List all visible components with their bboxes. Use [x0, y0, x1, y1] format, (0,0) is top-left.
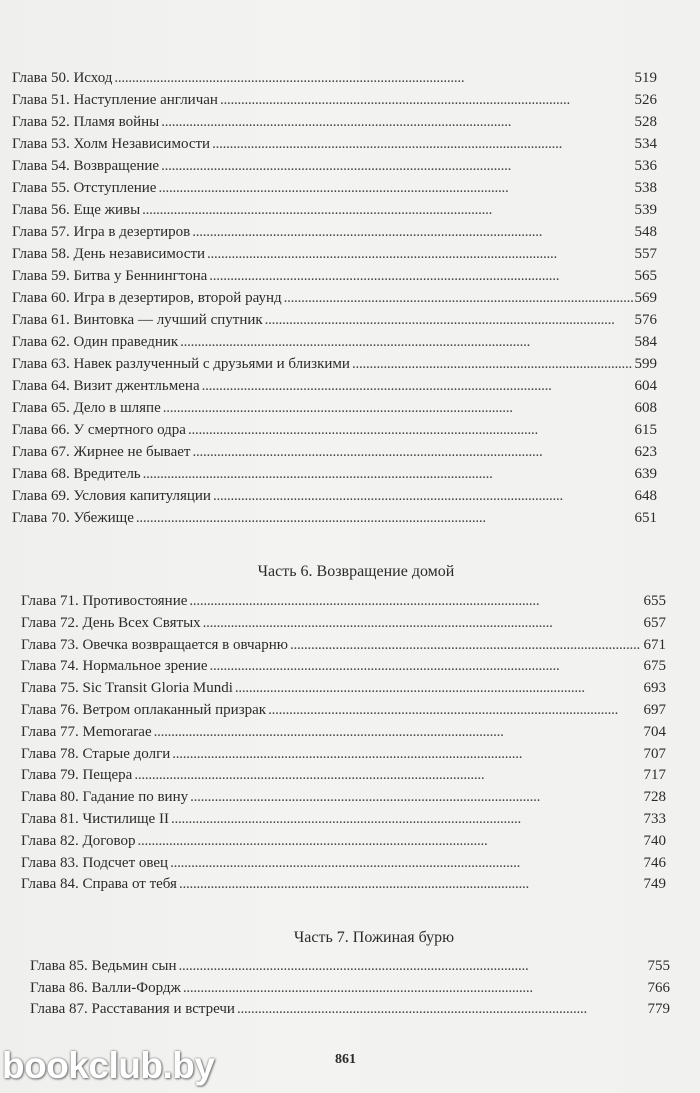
toc-entry-title: Глава 57. Игра в дезертиров [12, 224, 191, 240]
dot-leader [134, 765, 641, 787]
dot-leader [179, 874, 642, 896]
toc-entry [12, 265, 657, 287]
toc-entry [12, 331, 657, 353]
toc-entry-title: Глава 87. Расставания и встречи [30, 1001, 235, 1017]
toc-entry-page: 733 [643, 810, 666, 827]
toc-entry [12, 485, 657, 507]
dot-leader [268, 700, 641, 722]
toc-entry-title: Глава 80. Гадание по вину [21, 789, 189, 806]
toc-entry [30, 956, 670, 978]
part6-heading: Часть 6. Возвращение домой [257, 563, 455, 580]
dot-leader [290, 635, 642, 657]
dot-leader [220, 89, 633, 111]
toc-entry-title: Глава 60. Игра в дезертиров, второй раунд [12, 290, 282, 306]
dot-leader [237, 999, 646, 1021]
dot-leader [352, 353, 633, 375]
toc-entry [12, 199, 657, 221]
toc-entry-title: Глава 58. День независимости [12, 246, 206, 262]
toc-entry [21, 722, 666, 744]
toc-entry [21, 874, 666, 896]
toc-entry-title: Глава 61. Винтовка — лучший спутник [12, 312, 263, 328]
toc-entry [21, 591, 666, 613]
dot-leader [137, 831, 641, 853]
toc-entry-title: Глава 52. Пламя войны [12, 114, 160, 130]
toc-entry-page: 655 [643, 593, 666, 609]
toc-entry-page: 528 [634, 114, 657, 130]
toc-entry [21, 765, 666, 787]
toc-entry [12, 67, 657, 89]
toc-entry-title: Глава 78. Старые долги [21, 745, 171, 762]
toc-entry-page: 519 [634, 70, 657, 86]
toc-entry-page: 746 [643, 854, 666, 871]
toc-entry [12, 507, 657, 529]
toc-entry-page: 717 [643, 767, 666, 784]
toc-entry-title: Глава 83. Подсчет овец [21, 854, 169, 871]
dot-leader [212, 133, 632, 155]
dot-leader [170, 853, 641, 875]
toc-entry-page: 740 [643, 832, 666, 849]
dot-leader [178, 956, 645, 978]
toc-entry [21, 613, 666, 635]
toc-entry-page: 576 [634, 312, 657, 328]
toc-entry-page: 779 [647, 1001, 670, 1017]
toc-entry-page: 766 [647, 979, 670, 996]
toc-entry [12, 243, 657, 265]
toc-entry-page: 704 [643, 723, 666, 740]
dot-leader [154, 722, 642, 744]
toc-entry-page: 599 [634, 356, 657, 372]
toc-entry-page: 615 [634, 422, 657, 438]
toc-entry [21, 678, 666, 700]
toc-entry-page: 651 [634, 510, 657, 526]
toc-entry-page: 604 [634, 378, 657, 394]
toc-entry [12, 419, 657, 441]
toc-entry [12, 441, 657, 463]
dot-leader [192, 441, 632, 463]
toc-entry [30, 999, 670, 1021]
toc-entry-page: 565 [634, 268, 657, 284]
toc-entry [12, 309, 657, 331]
toc-entry [12, 133, 657, 155]
dot-leader [136, 507, 633, 529]
dot-leader [163, 397, 633, 419]
toc-entry-page: 526 [634, 92, 657, 108]
toc-entry-page: 675 [643, 658, 666, 675]
dot-leader [158, 177, 632, 199]
toc-entry-title: Глава 77. Memorarae [21, 723, 152, 740]
toc-entry [21, 831, 666, 853]
dot-leader [192, 221, 632, 243]
toc-entry-page: 623 [634, 444, 657, 460]
dot-leader [171, 809, 642, 831]
toc-entry-page: 557 [634, 246, 657, 262]
dot-leader [207, 243, 632, 265]
part7-heading: Часть 7. Пожиная бурю [293, 929, 455, 946]
toc-entry-page: 671 [643, 636, 666, 653]
toc-entry [21, 700, 666, 722]
toc-entry-page: 648 [634, 488, 657, 504]
toc-entry-page: 693 [643, 680, 666, 697]
dot-leader [161, 111, 632, 133]
toc-entry-title: Глава 65. Дело в шляпе [12, 400, 161, 416]
dot-leader [284, 287, 633, 309]
dot-leader [189, 591, 641, 613]
toc-entry-title: Глава 71. Противостояние [21, 593, 188, 609]
toc-entry [21, 809, 666, 831]
dot-leader [183, 978, 646, 1000]
dot-leader [190, 787, 641, 809]
toc-entry-title: Глава 67. Жирнее не бывает [12, 444, 191, 460]
toc-entry [12, 463, 657, 485]
toc-entry-title: Глава 51. Наступление англичан [12, 92, 218, 108]
toc-entry [30, 978, 670, 1000]
toc-entry [12, 111, 657, 133]
toc-entry-title: Глава 84. Справа от тебя [21, 876, 177, 893]
toc-entry-page: 749 [643, 876, 666, 893]
toc-entry-page: 608 [634, 400, 657, 416]
toc-entry-page: 639 [634, 466, 657, 482]
toc-entry [12, 177, 657, 199]
toc-entry-title: Глава 59. Битва у Беннингтона [12, 268, 208, 284]
dot-leader [143, 463, 633, 485]
toc-entry-page: 569 [634, 290, 657, 306]
dot-leader [213, 485, 633, 507]
toc-entry [21, 656, 666, 678]
toc-entry-page: 584 [634, 334, 657, 350]
toc-entry [12, 155, 657, 177]
toc-entry-title: Глава 66. У смертного одра [12, 422, 186, 438]
toc-entry-title: Глава 82. Договор [21, 832, 136, 849]
toc-entry-page: 707 [643, 745, 666, 762]
toc-entry-title: Глава 54. Возвращение [12, 158, 160, 174]
dot-leader [235, 678, 642, 700]
toc-entry-page: 536 [634, 158, 657, 174]
toc-entry-page: 538 [634, 180, 657, 196]
toc-entry-title: Глава 64. Визит джентльмена [12, 378, 200, 394]
toc-entry-title: Глава 81. Чистилище II [21, 810, 169, 827]
toc-entry [12, 375, 657, 397]
page-number: 861 [335, 1052, 356, 1067]
toc-entry-title: Глава 56. Еще живы [12, 202, 141, 218]
toc-entry-page: 697 [643, 701, 666, 718]
dot-leader [180, 331, 632, 353]
toc-entry [21, 787, 666, 809]
dot-leader [202, 375, 633, 397]
toc-entry-title: Глава 55. Отступление [12, 180, 157, 196]
toc-part5-list [12, 67, 657, 529]
dot-leader [209, 265, 632, 287]
dot-leader [142, 199, 632, 221]
toc-entry-page: 534 [634, 136, 657, 152]
toc-entry-title: Глава 50. Исход [12, 70, 113, 86]
toc-entry-title: Глава 73. Овечка возвращается в овчарню [21, 636, 288, 653]
toc-entry [12, 353, 657, 375]
toc-entry-title: Глава 75. Sic Transit Gloria Mundi [21, 680, 233, 697]
toc-entry-title: Глава 53. Холм Независимости [12, 136, 211, 152]
toc-entry [12, 287, 657, 309]
toc-entry [12, 397, 657, 419]
toc-entry [21, 635, 666, 657]
toc-part6-list [21, 591, 666, 896]
toc-entry-title: Глава 86. Валли-Фордж [30, 979, 181, 996]
toc-part7-list [30, 956, 670, 1021]
toc-entry [21, 853, 666, 875]
toc-entry-title: Глава 69. Условия капитуляции [12, 488, 211, 504]
toc-entry-title: Глава 70. Убежище [12, 510, 134, 526]
toc-entry-page: 755 [647, 958, 670, 974]
toc-entry-page: 728 [643, 789, 666, 806]
toc-entry-title: Глава 79. Пещера [21, 767, 133, 784]
toc-entry-title: Глава 76. Ветром оплаканный призрак [21, 701, 267, 718]
toc-entry-title: Глава 72. День Всех Святых [21, 614, 201, 631]
dot-leader [114, 67, 632, 89]
toc-entry-title: Глава 68. Вредитель [12, 466, 141, 482]
toc-entry-page: 657 [643, 614, 666, 631]
toc-entry-page: 539 [634, 202, 657, 218]
dot-leader [210, 656, 642, 678]
toc-entry-title: Глава 85. Ведьмин сын [30, 958, 177, 974]
dot-leader [203, 613, 642, 635]
dot-leader [172, 744, 641, 766]
watermark-logo: bookclub.by [2, 1045, 215, 1086]
toc-entry-page: 548 [634, 224, 657, 240]
toc-entry [21, 744, 666, 766]
dot-leader [188, 419, 633, 441]
dot-leader [161, 155, 632, 177]
toc-entry [12, 221, 657, 243]
toc-entry [12, 89, 657, 111]
dot-leader [265, 309, 633, 331]
toc-entry-title: Глава 74. Нормальное зрение [21, 658, 208, 675]
toc-entry-title: Глава 63. Навек разлученный с друзьями и близкими [12, 356, 350, 372]
toc-entry-title: Глава 62. Один праведник [12, 334, 179, 350]
